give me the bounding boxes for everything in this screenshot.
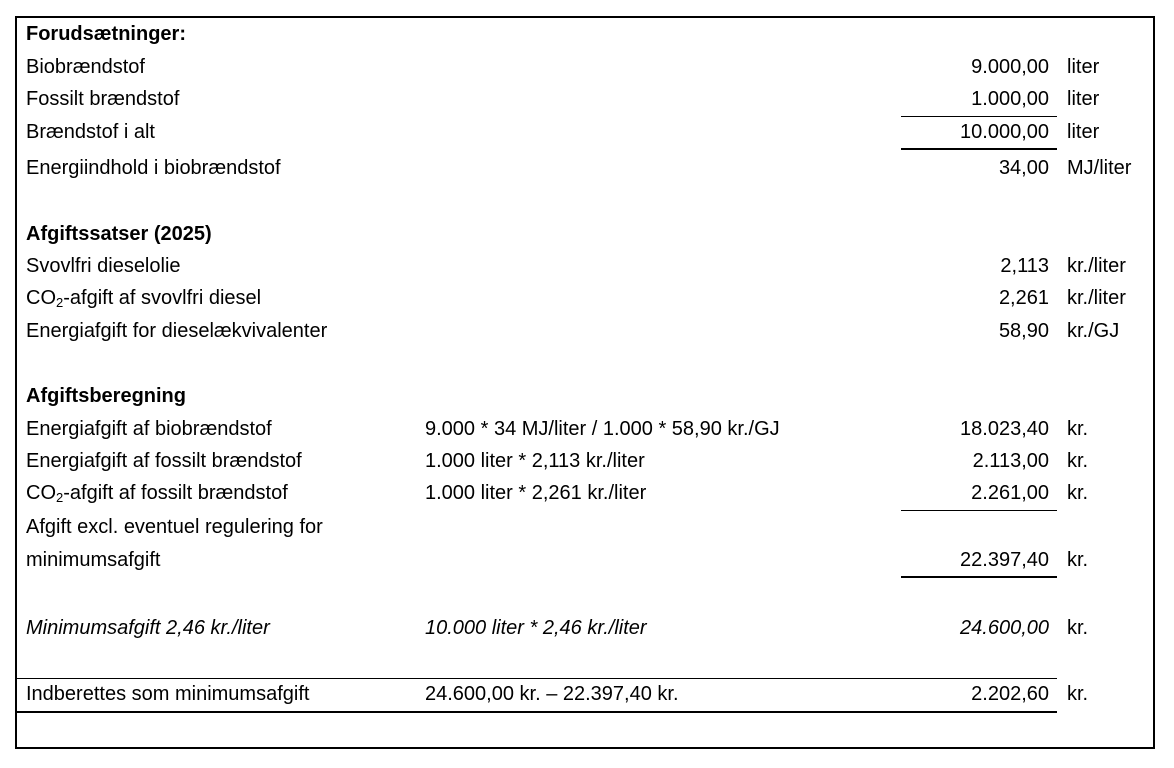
row-unit: kr. xyxy=(1067,482,1089,504)
minimum-row xyxy=(0,613,1174,643)
row-value: 2.113,00 xyxy=(972,450,1049,472)
table-row xyxy=(0,117,1174,147)
row-value: 18.023,40 xyxy=(960,418,1049,440)
row-unit: kr./GJ xyxy=(1067,320,1120,342)
row-formula: 24.600,00 kr. – 22.397,40 kr. xyxy=(425,683,679,705)
row-label: Energiafgift af biobrændstof xyxy=(26,418,272,440)
table-row xyxy=(0,414,1174,444)
row-label: Indberettes som minimumsafgift xyxy=(26,683,310,705)
row-value: 24.600,00 xyxy=(960,617,1049,639)
row-label: Brændstof i alt xyxy=(26,121,155,143)
row-label: Energiafgift af fossilt brændstof xyxy=(26,450,302,472)
row-value: 34,00 xyxy=(998,157,1049,179)
row-value: 10.000,00 xyxy=(960,121,1049,143)
table-row xyxy=(0,545,1174,575)
row-label: Biobrændstof xyxy=(26,56,145,78)
heading-assumptions xyxy=(0,19,1174,49)
row-label-line2: minimumsafgift xyxy=(26,549,161,571)
table-row xyxy=(0,251,1174,281)
table-row xyxy=(0,283,1174,313)
row-unit: liter xyxy=(1067,56,1100,78)
row-unit: kr. xyxy=(1067,418,1089,440)
row-unit: kr. xyxy=(1067,450,1089,472)
row-unit: liter xyxy=(1067,88,1100,110)
row-value: 9.000,00 xyxy=(971,56,1049,78)
heading-calculation xyxy=(0,381,1174,411)
row-formula: 1.000 liter * 2,261 kr./liter xyxy=(425,482,647,504)
table-row xyxy=(0,512,1174,542)
row-unit: kr./liter xyxy=(1067,255,1126,277)
table-row xyxy=(0,478,1174,508)
row-unit: kr. xyxy=(1067,549,1089,571)
row-value: 2.261,00 xyxy=(971,482,1049,504)
divider xyxy=(15,711,1057,713)
row-unit: kr. xyxy=(1067,617,1089,639)
row-label: Fossilt brændstof xyxy=(26,88,180,110)
row-formula: 10.000 liter * 2,46 kr./liter xyxy=(425,617,647,639)
row-value: 22.397,40 xyxy=(960,549,1049,571)
table-row xyxy=(0,446,1174,476)
table-row xyxy=(0,153,1174,183)
row-value: 1.000,00 xyxy=(971,88,1049,110)
row-value: 2,113 xyxy=(1000,255,1049,277)
section-heading: Forudsætninger: xyxy=(26,23,186,45)
row-label: Svovlfri dieselolie xyxy=(26,255,181,277)
row-value: 58,90 xyxy=(998,320,1049,342)
row-label: Energiafgift for dieselækvivalenter xyxy=(26,320,328,342)
table-row xyxy=(0,316,1174,346)
underline xyxy=(901,510,1057,511)
row-value: 2.202,60 xyxy=(971,683,1049,705)
row-unit: MJ/liter xyxy=(1067,157,1132,179)
row-unit: liter xyxy=(1067,121,1100,143)
row-label: $CO_2$-afgift af fossilt brændstof xyxy=(26,482,288,505)
table-row xyxy=(0,52,1174,82)
total-underline xyxy=(901,576,1057,578)
heading-rates xyxy=(0,219,1174,249)
row-value: 2,261 xyxy=(998,287,1049,309)
row-label-line1: Afgift excl. eventuel regulering for xyxy=(26,516,323,538)
row-label: $CO_2$-afgift af svovlfri diesel xyxy=(26,287,262,310)
row-unit: kr. xyxy=(1067,683,1089,705)
row-formula: 1.000 liter * 2,113 kr./liter xyxy=(425,450,645,472)
row-unit: kr./liter xyxy=(1067,287,1126,309)
reported-row xyxy=(0,679,1174,709)
row-label: Minimumsafgift 2,46 kr./liter xyxy=(26,617,270,639)
table-row xyxy=(0,84,1174,114)
total-underline xyxy=(901,148,1057,150)
section-heading: Afgiftsberegning xyxy=(26,385,186,407)
row-formula: 9.000 * 34 MJ/liter / 1.000 * 58,90 kr./GJ xyxy=(425,418,780,440)
section-heading: Afgiftssatser (2025) xyxy=(26,223,212,245)
row-label: Energiindhold i biobrændstof xyxy=(26,157,281,179)
